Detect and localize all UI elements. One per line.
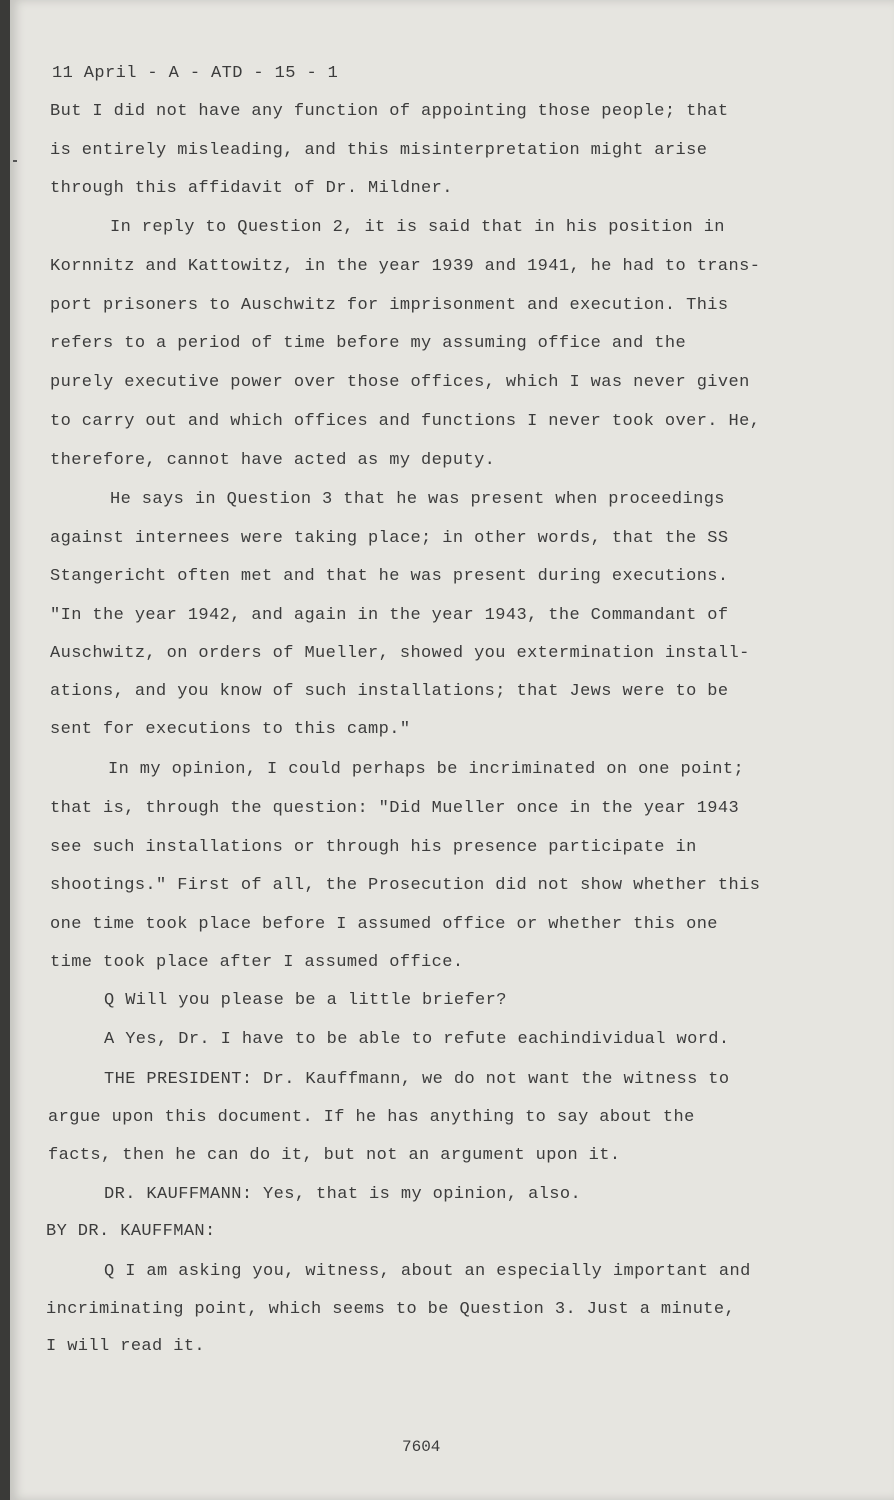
text-line: "In the year 1942, and again in the year 1943, the Commandant of	[50, 606, 729, 625]
text-line: argue upon this document. If he has anything to say about the	[48, 1108, 695, 1127]
text-line: through this affidavit of Dr. Mildner.	[50, 179, 453, 198]
text-line: ations, and you know of such installations; that Jews were to be	[50, 682, 729, 701]
text-line: In my opinion, I could perhaps be incriminated on one point;	[108, 760, 745, 779]
text-line: In reply to Question 2, it is said that in his position in	[110, 218, 725, 237]
text-line: therefore, cannot have acted as my deputy.	[50, 451, 496, 470]
text-line: port prisoners to Auschwitz for imprisonment and execution. This	[50, 296, 729, 315]
text-line: that is, through the question: "Did Mueller once in the year 1943	[50, 799, 740, 818]
examiner-heading: BY DR. KAUFFMAN:	[46, 1222, 216, 1241]
text-line: Kornnitz and Kattowitz, in the year 1939 and 1941, he had to trans-	[50, 257, 761, 276]
text-line: time took place after I assumed office.	[50, 953, 464, 972]
text-line: against internees were taking place; in other words, that the SS	[50, 529, 729, 548]
question-line: Q I am asking you, witness, about an especially important and	[104, 1262, 751, 1281]
question-line: Q Will you please be a little briefer?	[104, 991, 507, 1010]
text-line: see such installations or through his presence participate in	[50, 838, 697, 857]
text-line: to carry out and which offices and functions I never took over. He,	[50, 412, 761, 431]
text-line: Auschwitz, on orders of Mueller, showed you extermination install-	[50, 644, 750, 663]
document-page	[10, 0, 894, 1500]
text-line: facts, then he can do it, but not an argument upon it.	[48, 1146, 621, 1165]
text-line: purely executive power over those offices, which I was never given	[50, 373, 750, 392]
text-line: Stangericht often met and that he was present during executions.	[50, 567, 729, 586]
text-line: one time took place before I assumed office or whether this one	[50, 915, 718, 934]
text-line: is entirely misleading, and this misinterpretation might arise	[50, 141, 708, 160]
text-line: I will read it.	[46, 1337, 206, 1356]
answer-line: A Yes, Dr. I have to be able to refute eachindividual word.	[104, 1030, 730, 1049]
text-line: But I did not have any function of appointing those people; that	[50, 102, 729, 121]
text-line: incriminating point, which seems to be Question 3. Just a minute,	[46, 1300, 736, 1319]
speaker-line: THE PRESIDENT: Dr. Kauffmann, we do not want the witness to	[104, 1070, 730, 1089]
text-line: shootings." First of all, the Prosecution did not show whether this	[50, 876, 761, 895]
text-line: refers to a period of time before my assuming office and the	[50, 334, 687, 353]
speaker-line: DR. KAUFFMANN: Yes, that is my opinion, also.	[104, 1185, 582, 1204]
text-line: He says in Question 3 that he was present when proceedings	[110, 490, 725, 509]
margin-mark	[13, 160, 17, 162]
document-header: 11 April - A - ATD - 15 - 1	[52, 64, 339, 83]
text-line: sent for executions to this camp."	[50, 720, 411, 739]
page-number: 7604	[402, 1438, 441, 1456]
